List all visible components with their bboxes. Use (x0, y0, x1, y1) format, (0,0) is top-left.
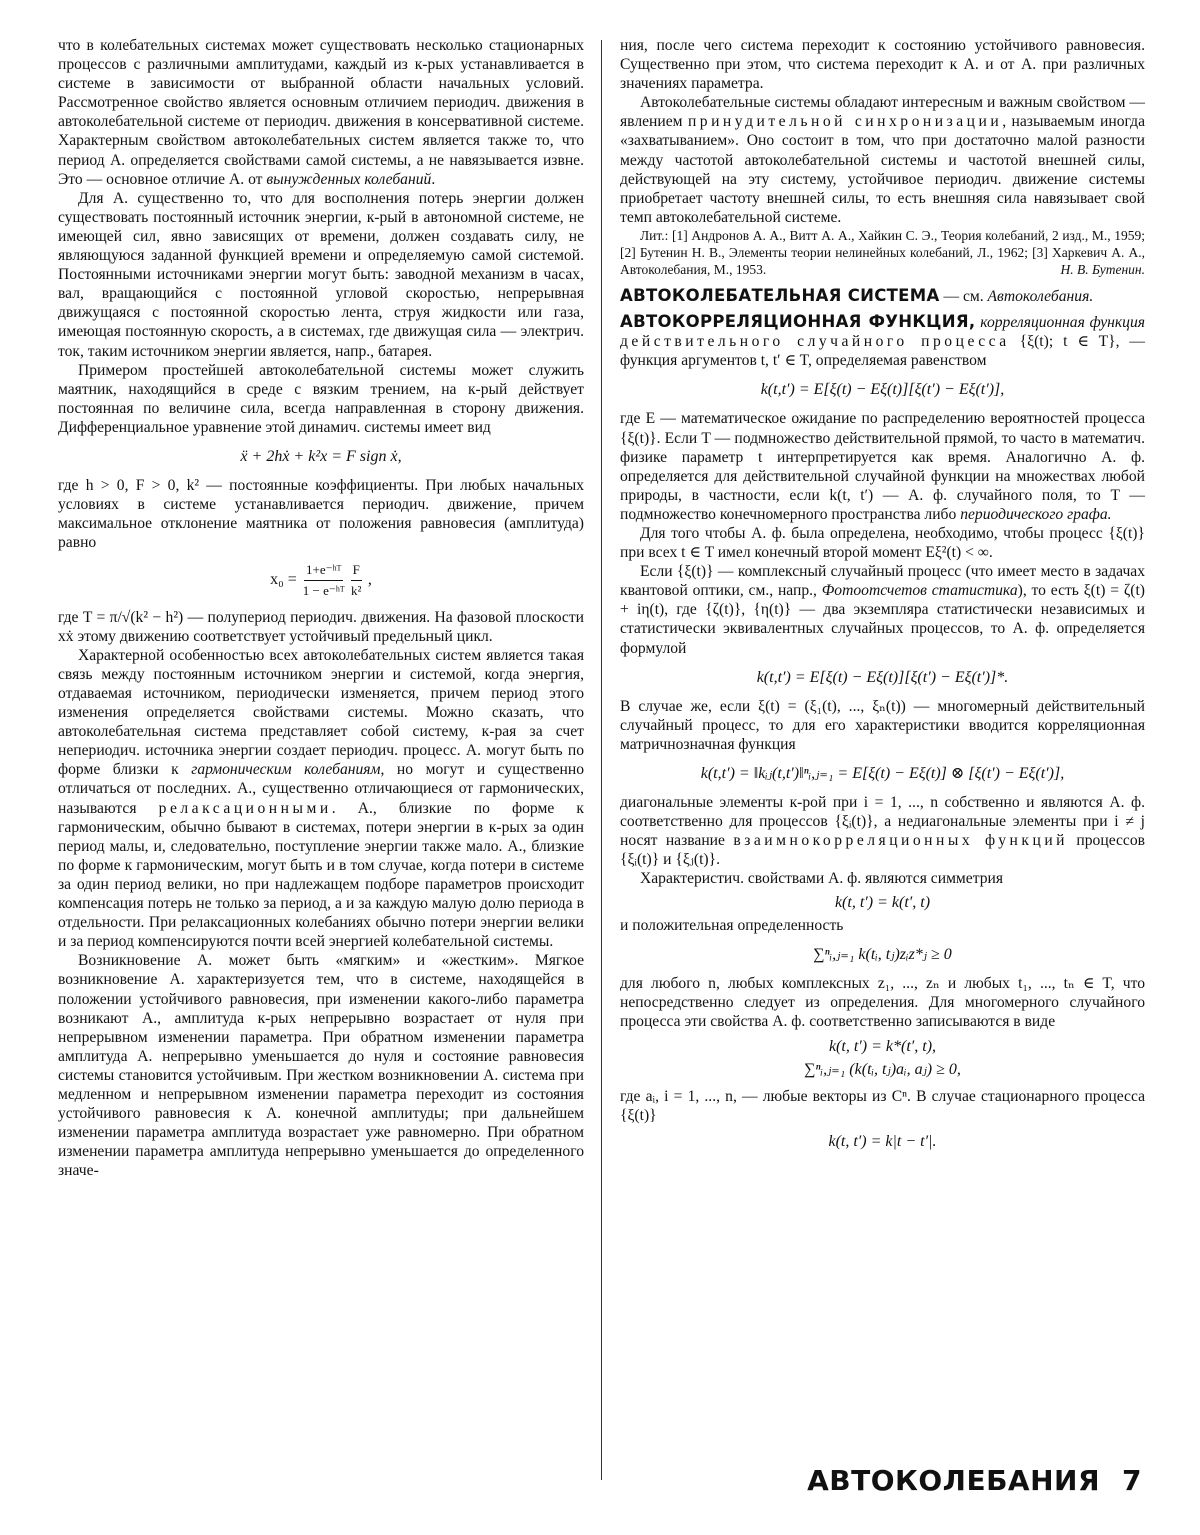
cross-reference-link[interactable]: периодического графа. (960, 505, 1112, 523)
column-divider (601, 40, 602, 1480)
cross-reference-link[interactable]: вынужденных колебаний (266, 170, 432, 188)
equation: k(t, t′) = k*(t′, t), (828, 1038, 937, 1056)
spaced-term: релаксационными (158, 799, 332, 817)
paragraph: где E — математическое ожидание по распределению вероятностей процесса {ξ(t)}. Если T — подмножество действительной прямой, то часто в математич. физике параметр t интерпретируется как время. Аналогично А. ф. определяется для действительной случайной функции на множествах любой природы, в частности, если k(t, t′) — А. ф. случайного поля, то T — подмножество конечномерного пространства либо периодического графа. (620, 410, 1145, 523)
entry-autokorrelyatsionnaya-funktsiya: АВТОКОРРЕЛЯЦИОННАЯ ФУНКЦИЯ, корреляционная функция действительного случайного процесса {ξ(t); t ∈ T}, — функция аргументов t, t′ ∈ T, определяемая равенством (620, 312, 1146, 370)
numerator: 1+e⁻ʰᵀ (304, 560, 343, 580)
paragraph: Для того чтобы А. ф. была определена, необходимо, чтобы процесс {ξ(t)} при всех t ∈ T имел конечный второй момент Eξ²(t) < ∞. (620, 524, 1145, 562)
running-footer (807, 1464, 1142, 1497)
paragraph: Характерной особенностью всех автоколебательных систем является такая связь между постоянным источником энергии и системой, когда энергия, отдаваемая источником, периодически изменяется, причем период этого изменения определяется свойствами системы. Можно сказать, что автоколебательная система представляет собой систему, к-рая за счет непериодич. источника энергии создает периодич. процесс. А. могут быть по форме близки к гармоническим колебаниям, но могут и существенно отличаться от последних. А., существенно отличающиеся от гармонических, называются релаксационными. А., близкие по форме к гармоническим, обычно бывают в системах, потери энергии в к-рых за один период малы, и, следовательно, поступление энергии также мало. А., близкие по форме к гармоническим, могут быть и в том случае, когда потери в системе за один период велики, но при надлежащем подборе параметров происходит компенсация потерь не только за период, а и за каждую малую долю периода в отдельности. При релаксационных колебаниях обычно потери энергии велики и за период компенсируются почти всей энергией колебательной системы. (58, 646, 584, 951)
paragraph: диагональные элементы к-рой при i = 1, ..., n собственно и являются А. ф. соответственно для процессов {ξᵢ(t)}, а недиагональные элементы при i ≠ j носят название взаимнокорреляционных функций процессов {ξᵢ(t)} и {ξⱼ(t)}. (620, 794, 1146, 869)
paragraph: Если {ξ(t)} — комплексный случайный процесс (что имеет место в задачах квантовой оптики, см., напр., Фотоотсчетов статистика), то есть ξ(t) = ζ(t) + iη(t), где {ζ(t)}, {η(t)} — два экземпляра статистически независимых и статистически эквивалентных случайных процессов, то А. ф. определяется формулой (620, 563, 1145, 657)
equation: k(t,t′) = E[ξ(t) − Eξ(t)][ξ(t′) − Eξ(t′)], (760, 381, 1005, 399)
spaced-term: принудительной синхронизации (687, 113, 1003, 131)
fraction (351, 560, 362, 599)
page-number: 7 (1122, 1464, 1142, 1497)
fraction (303, 560, 345, 599)
spaced-term: действительного случайного процесса (620, 333, 1010, 351)
equation: k(t, t′) = k|t − t′|. (828, 1132, 937, 1150)
running-title: АВТОКОЛЕБАНИЯ (807, 1464, 1101, 1497)
paragraph: Характеристич. свойствами А. ф. являются симметрия (640, 870, 1004, 888)
eq-lhs: x₀ = (270, 571, 297, 589)
paragraph: где aᵢ, i = 1, ..., n, — любые векторы из Cⁿ. В случае стационарного процесса {ξ(t)} (620, 1088, 1145, 1125)
denominator: 1 − e⁻ʰᵀ (302, 582, 345, 598)
paragraph: для любого n, любых комплексных z₁, ..., zₙ и любых t₁, ..., tₙ ∈ T, что непосредственно следует из определения. Для многомерного случайного процесса эти свойства А. ф. соответственно записываются в виде (620, 974, 1145, 1031)
cross-reference-link[interactable]: гармоническим колебаниям (191, 761, 381, 779)
bibliography (620, 227, 1145, 278)
left-column (58, 36, 584, 1180)
paragraph: Автоколебательные системы обладают интересным и важным свойством — явлением принудительной синхронизации, называемым иногда «захватыванием». Оно состоит в том, что при достаточно малой разности между частотой автоколебательной системы и частотой внешней силы, действующей на эту систему, устойчивое периодич. движение системы приобретает частоту внешней силы, то есть внешняя сила навязывает свой темп автоколебательной системе. (620, 94, 1145, 226)
paragraph: Примером простейшей автоколебательной системы может служить маятник, находящийся в среде с вязким трением, на к-рый действует постоянная по величине сила, всегда направленная в сторону движения. Дифференциальное уравнение этой динамич. системы имеет вид (58, 361, 584, 436)
paragraph: и положительная определенность (620, 916, 844, 934)
equation: ∑ⁿᵢ,ⱼ₌₁ k(tᵢ, tⱼ)zᵢz*ⱼ ≥ 0 (813, 945, 952, 963)
equation-amplitude: x₀ = $\frac{\text{1+e⁻ʰᵀ}}{\text{1 − e⁻ʰᵀ}}$ $\frac{F}{\text{k²}}$ , (58, 560, 584, 599)
paragraph: Для А. существенно то, что для восполнения потерь энергии должен существовать постоянный источник энергии, к-рый в автономной системе, не имеющей сил, явно зависящих от времени, должен создавать силу, не являющуюся заданной функцией времени и определяемую самой системой. Постоянными источниками энергии могут быть: заводной механизм в часах, вал, вращающийся с постоянной угловой скоростью, непрерывная движущаяся с постоянной скоростью лента, струя жидкости или газа, имеющая постоянную скорость, а в системах, где движущая сила — электрич. ток, таким источником энергии является, напр., батарея. (58, 189, 584, 360)
equation: k(t,t′) = ‖kᵢⱼ(t,t′)‖ⁿᵢ,ⱼ₌₁ = E[ξ(t) − Eξ(t)] ⊗ [ξ(t′) − Eξ(t′)], (700, 765, 1065, 782)
paragraph: В случае же, если ξ(t) = (ξ₁(t), ..., ξₙ(t)) — многомерный действительный случайный процесс, то для его характеристики вводится корреляционная матричнозначная функция (620, 697, 1145, 753)
paragraph: что в колебательных системах может существовать несколько стационарных процессов с различными амплитудами, каждый из к-рых устанавливается в системе в зависимости от выбранной области начальных условий. Рассмотренное свойство является основным отличием периодич. движения в автоколебательной системе от периодич. движения в консервативной системе. Характерным свойством автоколебательных систем является также то, что период А. определяется свойствами самой системы, а не навязывается извне. Это — основное отличие А. от вынужденных колебаний. (58, 37, 584, 188)
numerator: F (351, 560, 362, 580)
entry-heading: АВТОКОЛЕБАТЕЛЬНАЯ СИСТЕМА (620, 285, 940, 305)
paragraph: Возникновение А. может быть «мягким» и «жестким». Мягкое возникновение А. характеризуется тем, что в системе, находящейся в положении устойчивого равновесия, при изменении какого-либо параметра возникают А., амплитуда к-рых непрерывно возрастает от нуля при непрерывном изменении параметра. При обратном изменении параметра амплитуда А. непрерывно уменьшается до нуля и состояние равновесия системы становится устойчивым. При жестком возникновении А. система при медленном и непрерывном изменении параметра переходит из состояния устойчивого равновесия к А. конечной амплитуды; при дальнейшем изменении параметра амплитуда возрастает уже равномерно. При обратном изменении параметра амплитуда непрерывно уменьшается до определенного значе- (58, 952, 584, 1180)
equation: k(t, t′) = k(t′, t) (834, 893, 931, 911)
entry-autokolebatelnaya-sistema: АВТОКОЛЕБАТЕЛЬНАЯ СИСТЕМА — см. Автоколебания. (620, 285, 1094, 305)
equation: ∑ⁿᵢ,ⱼ₌₁ (k(tᵢ, tⱼ)aᵢ, aⱼ) ≥ 0, (804, 1061, 961, 1079)
cross-reference-link[interactable]: Автоколебания. (987, 287, 1094, 305)
author-signature: Н. В. Бутенин. (1060, 261, 1145, 277)
denominator: k² (351, 582, 362, 598)
paragraph: где h > 0, F > 0, k² — постоянные коэффициенты. При любых начальных условиях в системе устанавливается периодич. движение, причем максимальное отклонение маятника от положения равновесия (амплитуда) равно (58, 477, 584, 552)
equation: k(t,t′) = E[ξ(t) − Eξ(t)][ξ(t′) − Eξ(t′)]*. (756, 668, 1009, 686)
paragraph: где T = π/√(k² − h²) — полупериод периодич. движения. На фазовой плоскости xẋ этому движению соответствует устойчивый предельный цикл. (58, 608, 584, 645)
cross-reference-link[interactable]: Фотоотсчетов статистика (821, 582, 1018, 600)
right-column (620, 36, 1145, 1157)
literature-text: Лит.: [1] Андронов А. А., Витт А. А., Хайкин С. Э., Теория колебаний, 2 изд., М., 1959; [2] Бутенин Н. В., Элементы теории нелинейных колебаний, Л., 1962; [3] Харкевич А. А., Автоколебания, М., 1953. (620, 227, 1145, 277)
spaced-term: взаимнокорреляционных функций (733, 832, 1069, 850)
paragraph: ния, после чего система переходит к состоянию устойчивого равновесия. Существенно при этом, что система переходит к А. и от А. при различных значениях параметра. (620, 37, 1145, 93)
entry-heading: АВТОКОРРЕЛЯЦИОННАЯ ФУНКЦИЯ, (620, 312, 976, 332)
equation: ẍ + 2hẋ + k²x = F sign ẋ, (240, 447, 402, 465)
